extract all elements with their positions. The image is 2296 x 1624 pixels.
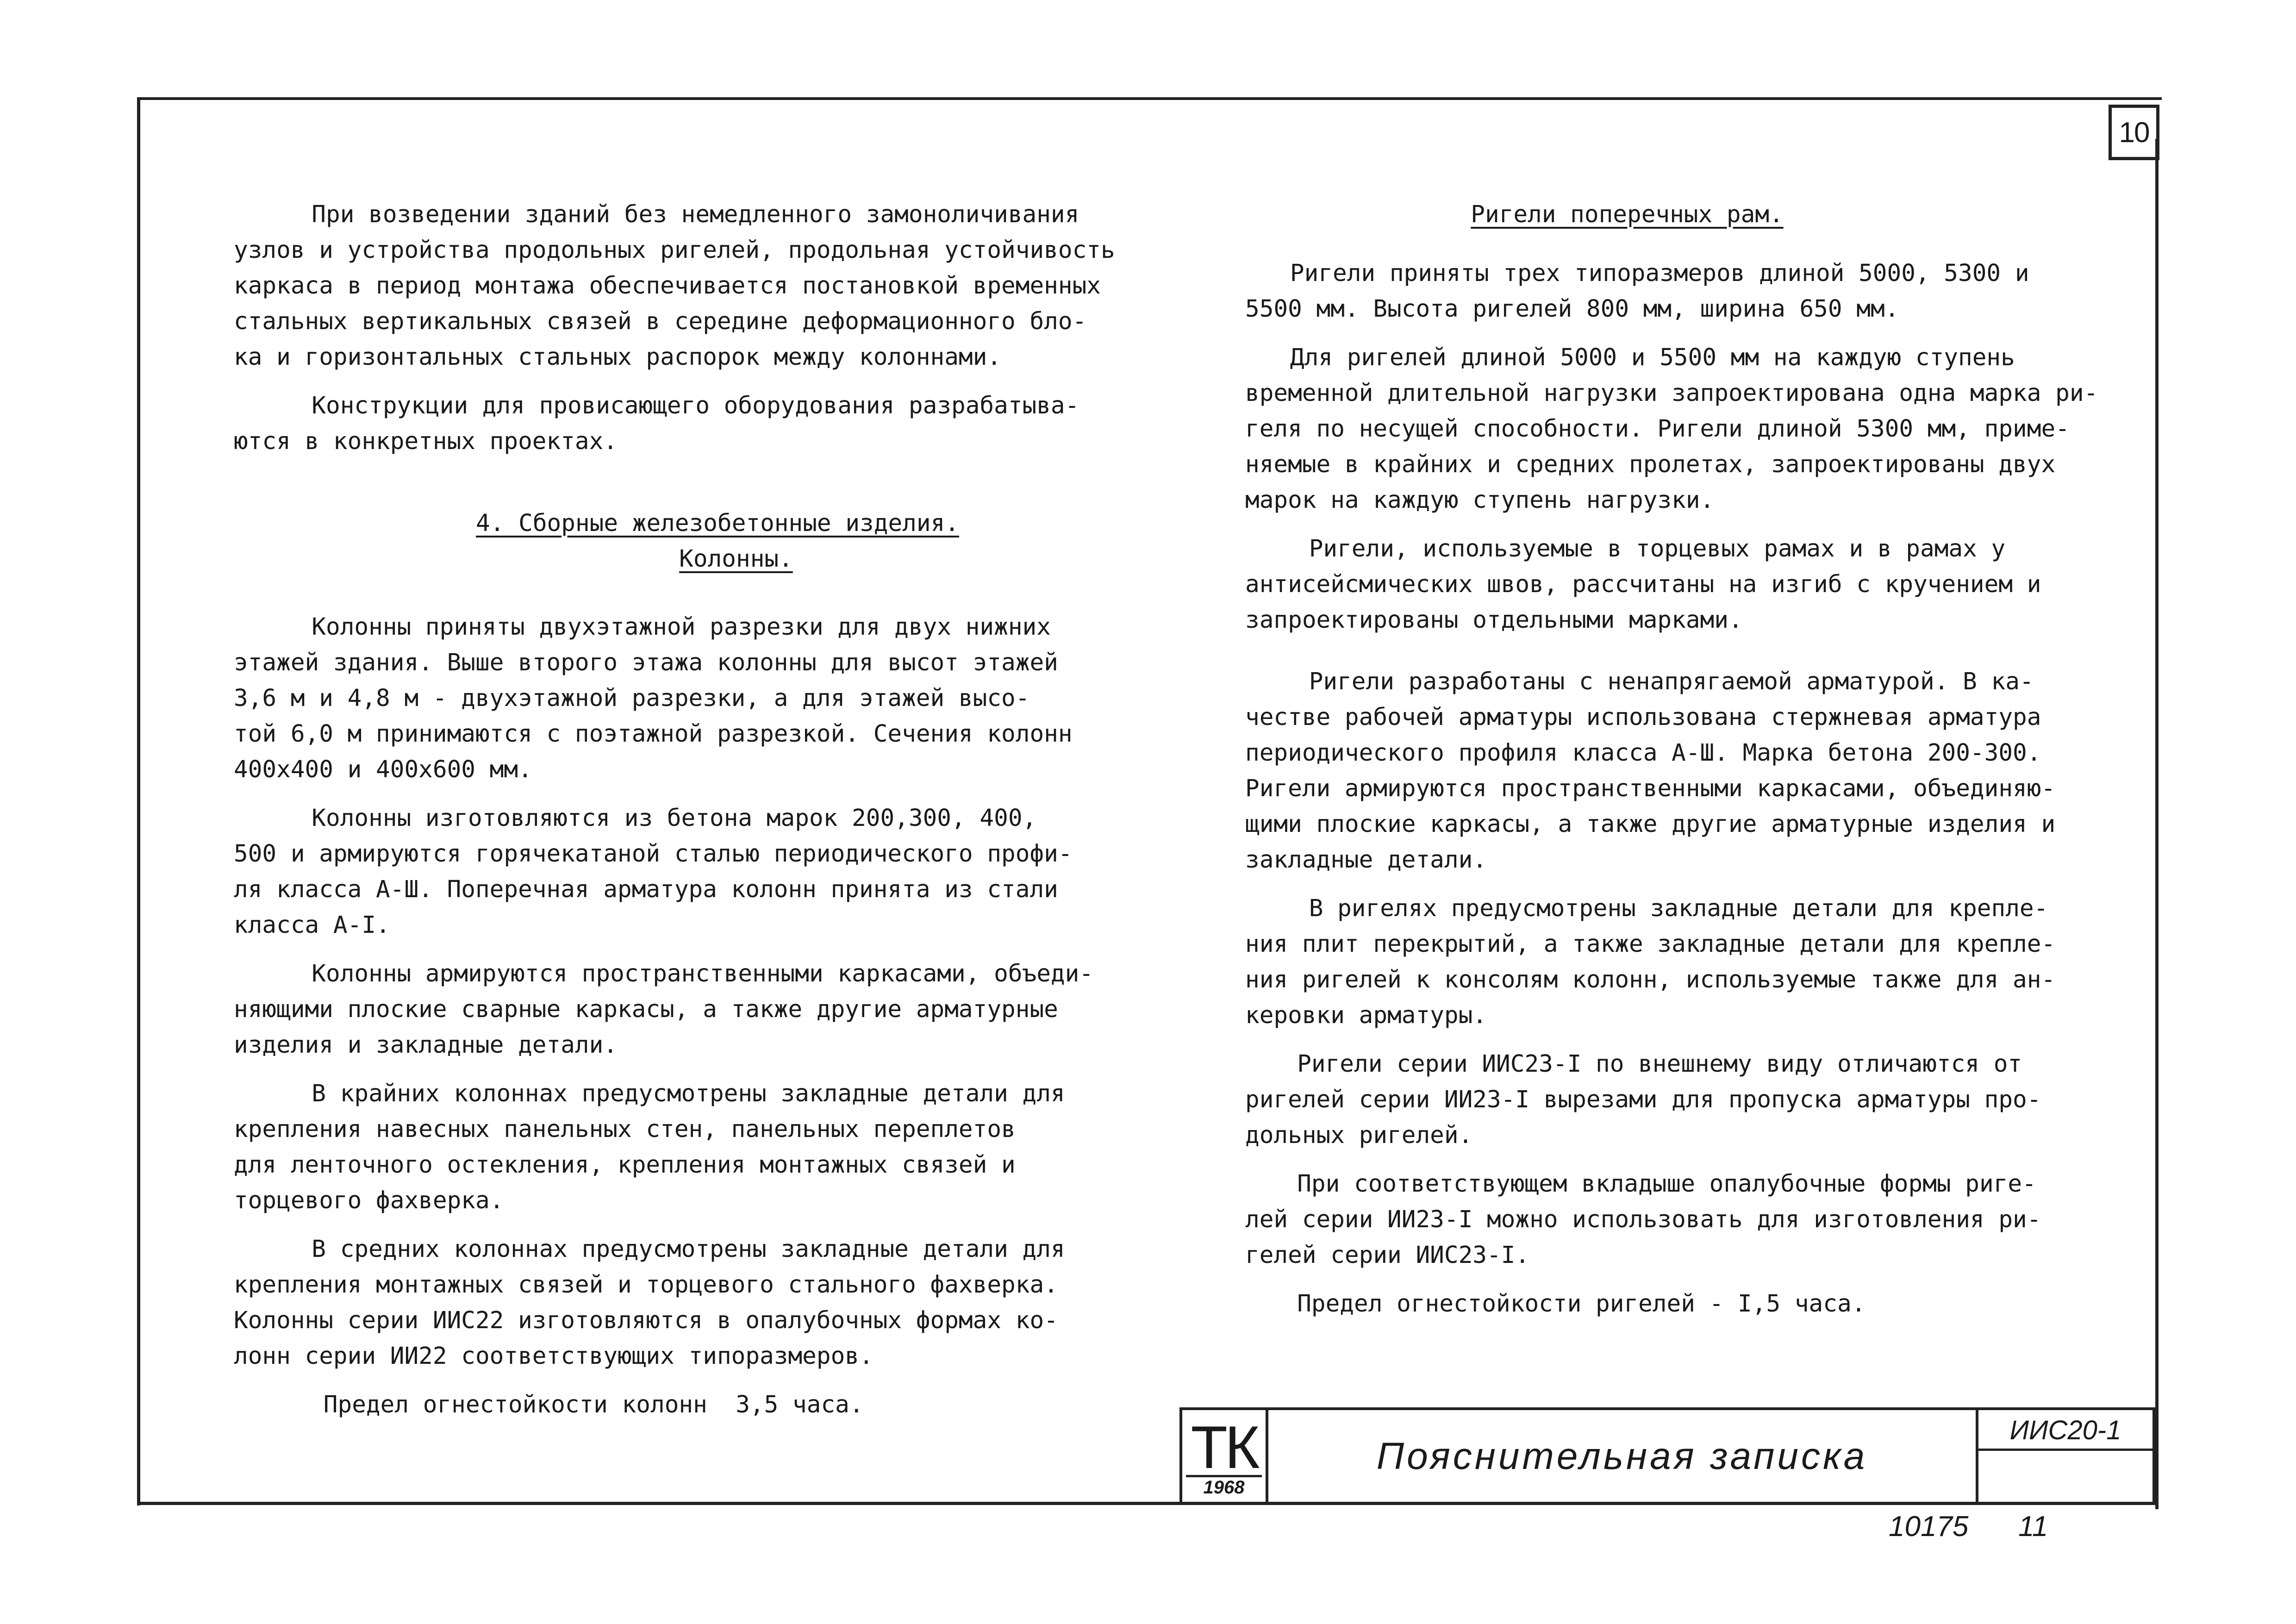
left-para-6: В крайних колоннах предусмотрены закладные детали для крепления навесных панельных стен, панельных переплетов для ленточного остекления, крепления монтажных связей и торцевого фахверка. [234,1080,1065,1214]
tk-mark: ТК [1191,1413,1257,1481]
archive-number: 10175 [1889,1511,1969,1543]
subheading-columns: Колонны. [679,545,793,573]
title-block-mark-cell [1179,1407,1268,1505]
left-para-2: Конструкции для провисающего оборудования разрабатыва- ются в конкретных проектах. [234,392,1079,455]
page-number: 10 [2109,105,2159,160]
left-para-5: Колонны армируются пространственными каркасами, объеди- няющими плоские сварные каркасы, а также другие арматурные изделия и закладные детали. [234,960,1094,1059]
sheet-number: 11 [2018,1511,2048,1543]
title-block-code-cell [1976,1407,2155,1505]
right-para-2: Для ригелей длиной 5000 и 5500 мм на каждую ступень временной длительной нагрузки запроектирована одна марка ри- геля по несущей способности. Ригели длиной 5300 мм, приме- няемые в крайних и средних пролетах, запроектированы двух марок на каждую ступень нагрузки. [1245,344,2098,514]
right-para-1: Ригели приняты трех типоразмеров длиной 5000, 5300 и 5500 мм. Высота ригелей 800 мм, ширина 650 мм. [1245,260,2029,323]
left-para-3: Колонны приняты двухэтажной разрезки для двух нижних этажей здания. Выше второго этажа колонны для высот этажей 3,6 м и 4,8 м - двухэтажной разрезки, а для этажей высо- той 6,0 м принимаются с поэтажной разрезкой. Сечения колонн 400х400 и 400х600 мм. [234,613,1073,783]
left-para-4: Колонны изготовляются из бетона марок 200,300, 400, 500 и армируются горячекатаной сталью периодического профи- ля класса А-Ш. Поперечная арматура колонн принята из стали класса А-I. [234,805,1073,939]
right-para-3: Ригели, используемые в торцевых рамах и в рамах у антисейсмических швов, рассчитаны на изгиб с кручением и запроектированы отдельными марками. [1245,535,2041,634]
left-para-7: В средних колоннах предусмотрены закладные детали для крепления монтажных связей и торцевого стального фахверка. Колонны серии ИИС22 изготовляются в опалубочных формах ко- лонн серии ИИ22 соответствующих типоразмеров. [234,1236,1065,1370]
title-block [1179,1407,2155,1502]
document-code: ИИС20-1 [1978,1415,2152,1451]
left-column [234,197,1183,1423]
document-title: Пояснительная записка [1266,1407,1978,1505]
frame-left-line [137,97,140,1505]
left-para-8: Предел огнестойкости колонн 3,5 часа. [323,1391,864,1418]
right-para-6: Ригели серии ИИС23-I по внешнему виду отличаются от ригелей серии ИИ23-I вырезами для пропуска арматуры про- дольных ригелей. [1245,1050,2041,1149]
right-para-8: Предел огнестойкости ригелей - I,5 часа. [1297,1290,1866,1318]
section-heading: 4. Сборные железобетонные изделия. [476,510,959,537]
right-heading: Ригели поперечных рам. [1471,201,1784,228]
frame-right-line [2155,139,2159,1509]
left-para-1: При возведении зданий без немедленного замоноличивания узлов и устройства продольных ригелей, продольная устойчивость каркаса в период монтажа обеспечивается постановкой временных стальных вертикальных связей в середине деформационного бло- ка и горизонтальных стальных распорок между колоннами. [234,201,1115,371]
right-column [1245,197,2148,1322]
right-para-4: Ригели разработаны с ненапрягаемой арматурой. В ка- честве рабочей арматуры использована стержневая арматура периодического профиля класса А-Ш. Марка бетона 200-300. Ригели армируются пространственными каркасами, объединяю- щими плоские каркасы, а также другие арматурные изделия и закладные детали. [1245,668,2056,874]
tk-year: 1968 [1186,1475,1262,1498]
right-para-7: При соответствующем вкладыше опалубочные формы риге- лей серии ИИ23-I можно использовать для изготовления ри- гелей серии ИИС23-I. [1245,1170,2041,1269]
right-para-5: В ригелях предусмотрены закладные детали для крепле- ния плит перекрытий, а также закладные детали для крепле- ния ригелей к консолям колонн, используемые также для ан- керовки арматуры. [1245,895,2056,1029]
frame-top-line [139,97,2162,100]
